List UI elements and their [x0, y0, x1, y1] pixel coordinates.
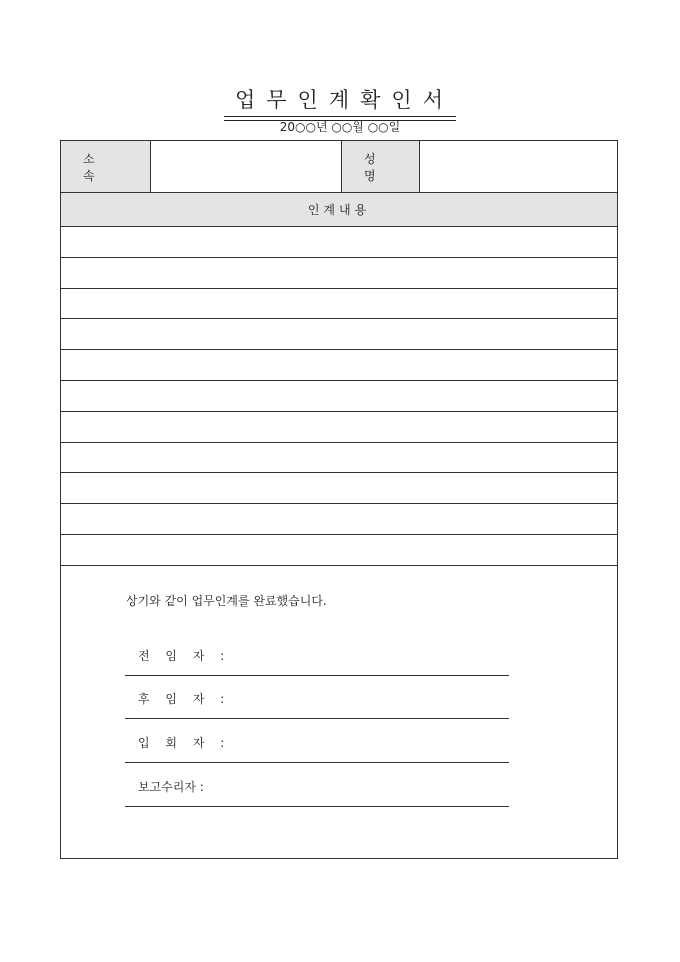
report-receiver-label: 보고수리자 : — [138, 779, 204, 794]
document-title: 업무인계확인서 — [224, 84, 456, 117]
content-row[interactable] — [61, 227, 617, 258]
content-row[interactable] — [61, 258, 617, 289]
name-field[interactable] — [420, 141, 617, 192]
title-wrapper — [0, 84, 680, 117]
content-row[interactable] — [61, 504, 617, 535]
content-row[interactable] — [61, 350, 617, 381]
predecessor-signature-line[interactable] — [125, 647, 509, 676]
affiliation-field[interactable] — [151, 141, 342, 192]
successor-signature-line[interactable] — [125, 690, 509, 719]
affiliation-label: 소 속 — [61, 141, 151, 192]
content-row[interactable] — [61, 443, 617, 474]
report-receiver-signature-line[interactable] — [125, 778, 509, 807]
successor-label: 후 임 자 : — [138, 691, 231, 706]
handover-form — [60, 140, 618, 859]
predecessor-label: 전 임 자 : — [138, 648, 231, 663]
content-row[interactable] — [61, 535, 617, 566]
content-row[interactable] — [61, 473, 617, 504]
header-row — [61, 141, 617, 193]
content-section-title: 인계내용 — [61, 193, 617, 227]
content-row[interactable] — [61, 381, 617, 412]
witness-signature-line[interactable] — [125, 734, 509, 763]
content-rows — [61, 227, 617, 566]
witness-label: 입 회 자 : — [138, 735, 231, 750]
confirmation-statement: 상기와 같이 업무인계를 완료했습니다. — [126, 593, 327, 608]
content-row[interactable] — [61, 412, 617, 443]
name-label: 성 명 — [342, 141, 420, 192]
content-row[interactable] — [61, 319, 617, 350]
document-date: 20○○년 ○○월 ○○일 — [279, 120, 401, 134]
content-row[interactable] — [61, 289, 617, 320]
